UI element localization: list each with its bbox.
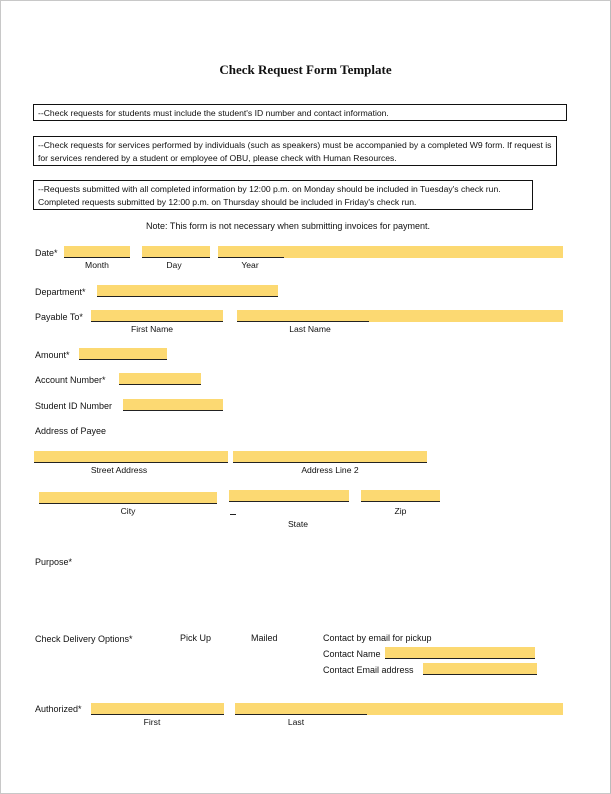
department-label: Department* (35, 287, 86, 297)
note-text: Note: This form is not necessary when submitting invoices for payment. (146, 221, 430, 231)
authorized-label: Authorized* (35, 704, 82, 714)
last-name-sublabel: Last Name (289, 324, 331, 334)
payable-first-name-field[interactable] (91, 310, 223, 322)
email-pickup-option[interactable]: Contact by email for pickup (323, 633, 432, 643)
authorized-first-sublabel: First (143, 717, 161, 727)
purpose-label: Purpose* (35, 557, 73, 567)
contact-name-label: Contact Name (323, 649, 381, 659)
city-sublabel: City (120, 506, 136, 516)
payable-last-underline (237, 321, 369, 322)
state-sublabel: State (287, 519, 309, 529)
authorized-first-field[interactable] (91, 703, 224, 715)
zip-field[interactable] (361, 490, 440, 502)
notice-student-id: --Check requests for students must include the student's ID number and contact information. (33, 104, 567, 121)
city-field[interactable] (39, 492, 217, 504)
address-of-payee-label: Address of Payee (35, 426, 107, 436)
account-number-label: Account Number* (35, 375, 106, 385)
year-sublabel: Year (241, 260, 259, 270)
date-month-field[interactable] (64, 246, 130, 258)
payable-to-label: Payable To* (35, 312, 83, 322)
date-day-field[interactable] (142, 246, 210, 258)
state-underscore (230, 514, 236, 515)
address-line2-sublabel: Address Line 2 (301, 465, 359, 475)
day-sublabel: Day (166, 260, 182, 270)
form-title: Check Request Form Template (219, 62, 392, 77)
mailed-option[interactable]: Mailed (251, 633, 278, 643)
delivery-options-label: Check Delivery Options* (35, 634, 133, 644)
zip-sublabel: Zip (394, 506, 407, 516)
date-year-underline (218, 257, 284, 258)
amount-label: Amount* (35, 350, 70, 360)
notice-w9: --Check requests for services performed by individuals (such as speakers) must be accompanied by a completed W9 form. If request is for services rendered by a student or employee of OBU, please check with Human Resources. (33, 136, 557, 166)
contact-email-label: Contact Email address (323, 665, 414, 675)
contact-name-field[interactable] (385, 647, 535, 659)
department-field[interactable] (97, 285, 278, 297)
address-line2-field[interactable] (233, 451, 427, 463)
street-address-field[interactable] (34, 451, 228, 463)
month-sublabel: Month (85, 260, 109, 270)
pickup-option[interactable]: Pick Up (180, 633, 212, 643)
state-field[interactable] (229, 490, 349, 502)
contact-email-field[interactable] (423, 663, 537, 675)
amount-field[interactable] (79, 348, 167, 360)
first-name-sublabel: First Name (130, 324, 174, 334)
notice-check-run: --Requests submitted with all completed information by 12:00 p.m. on Monday should be included in Tuesday's check run. Completed requests submitted by 12:00 p.m. on Thursday should be included in Friday's check run. (33, 180, 533, 210)
date-label: Date* (35, 248, 58, 258)
account-number-field[interactable] (119, 373, 201, 385)
street-address-sublabel: Street Address (90, 465, 148, 475)
student-id-field[interactable] (123, 399, 223, 411)
authorized-last-underline (235, 714, 367, 715)
authorized-last-sublabel: Last (287, 717, 305, 727)
student-id-label: Student ID Number (35, 401, 113, 411)
